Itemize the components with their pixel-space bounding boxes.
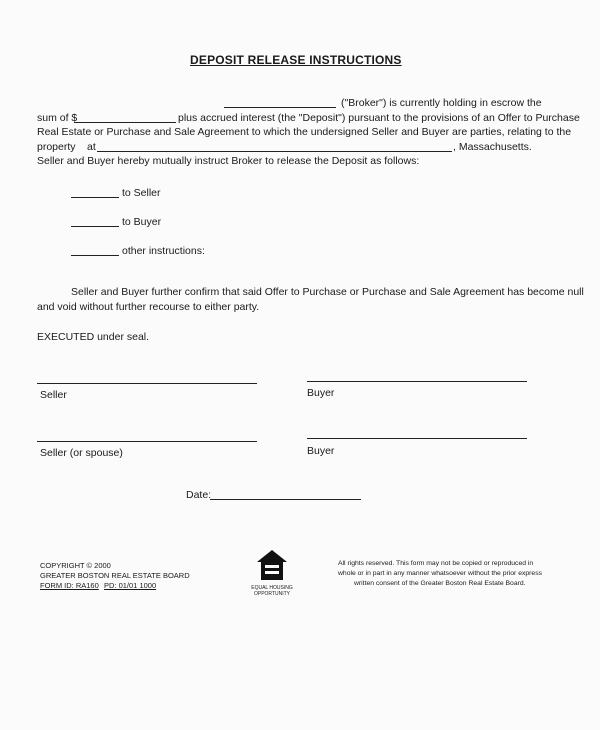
option-other: other instructions: [122,245,205,257]
footer-board: GREATER BOSTON REAL ESTATE BOARD [40,571,190,580]
to-buyer-line[interactable] [71,226,119,227]
document-title: DEPOSIT RELEASE INSTRUCTIONS [190,53,402,67]
option-to-seller: to Seller [122,187,161,199]
buyer2-label: Buyer [307,445,335,457]
para2-line1: Seller and Buyer further confirm that said Offer to Purchase or Purchase and Sale Agreement has become null [71,286,584,298]
equal-housing-caption: EQUAL HOUSING OPPORTUNITY [251,585,293,597]
option-to-buyer: to Buyer [122,216,162,228]
buyer1-signature-line[interactable] [307,381,527,382]
state-text: , Massachusetts. [453,141,532,153]
para1-line5: Seller and Buyer hereby mutually instruct Broker to release the Deposit as follows: [37,155,420,167]
seller-spouse-label: Seller (or spouse) [40,447,123,459]
buyer2-signature-line[interactable] [307,438,527,439]
broker-text: ("Broker") is currently holding in escrow the [341,97,542,109]
para2-line2: and void without further recourse to either party. [37,301,260,313]
accrued-text: plus accrued interest (the "Deposit") pursuant to the provisions of an Offer to Purchase [178,112,580,124]
other-instructions-line[interactable] [71,255,119,256]
to-seller-line[interactable] [71,197,119,198]
executed-text: EXECUTED under seal. [37,331,150,343]
sum-amount-line[interactable] [74,122,176,123]
footer-form-id: FORM ID: RA160 [40,581,99,590]
sum-label: sum of $ [37,112,78,124]
buyer1-label: Buyer [307,387,335,399]
equal-housing-icon [255,548,289,582]
footer-pd: PD: 01/01 1000 [104,581,157,590]
footer-rights-1: All rights reserved. This form may not be copied or reproduced in [338,560,534,567]
seller-signature-line[interactable] [37,383,257,384]
footer-rights-2: whole or in part in any manner whatsoever without the prior express [338,570,543,577]
at-label: at [87,141,96,153]
para1-line3: Real Estate or Purchase and Sale Agreement to which the undersigned Seller and Buyer are parties, relating to the [37,126,572,138]
seller-spouse-signature-line[interactable] [37,441,257,442]
property-address-line[interactable] [97,151,452,152]
property-label: property [37,141,76,153]
date-line[interactable] [210,499,361,500]
seller-label: Seller [40,389,67,401]
footer-rights-3: written consent of the Greater Boston Real Estate Board. [354,580,526,587]
date-label: Date: [186,489,212,501]
broker-name-line[interactable] [224,107,336,108]
footer-copyright: COPYRIGHT © 2000 [40,561,111,570]
